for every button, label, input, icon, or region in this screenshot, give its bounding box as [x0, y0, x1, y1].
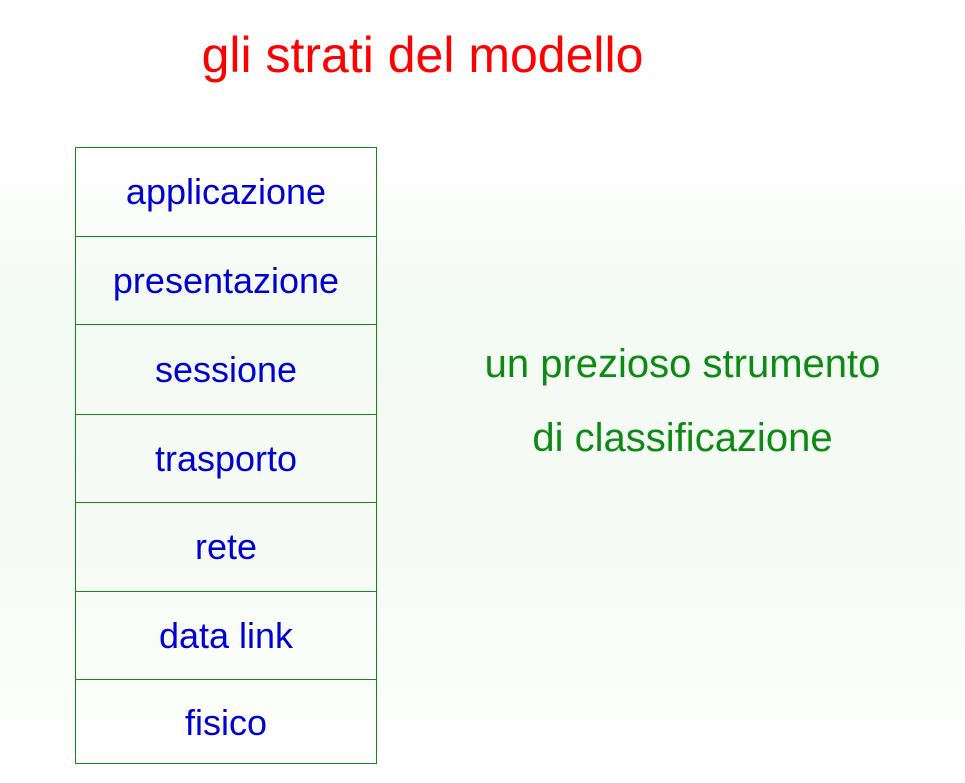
caption: [405, 327, 960, 475]
layer-trasporto: [76, 414, 376, 502]
layer-label: presentazione: [112, 259, 340, 301]
layer-label: applicazione: [125, 171, 327, 212]
layer-sessione: [76, 324, 376, 414]
layer-rete: [76, 502, 376, 591]
caption-line-1: un prezioso strumento: [484, 342, 881, 386]
layer-data-link: [76, 591, 376, 679]
layer-label: fisico: [184, 701, 268, 743]
layer-applicazione: [76, 148, 376, 236]
layer-fisico: [76, 679, 376, 765]
layer-label: sessione: [154, 348, 298, 390]
osi-layer-stack: [75, 147, 377, 764]
caption-line-2: di classificazione: [532, 416, 833, 460]
layer-presentazione: [76, 236, 376, 324]
layer-label: rete: [194, 526, 258, 567]
layer-label: trasporto: [154, 437, 298, 479]
slide-title: gli strati del modello: [201, 27, 644, 83]
layer-label: data link: [158, 614, 294, 656]
